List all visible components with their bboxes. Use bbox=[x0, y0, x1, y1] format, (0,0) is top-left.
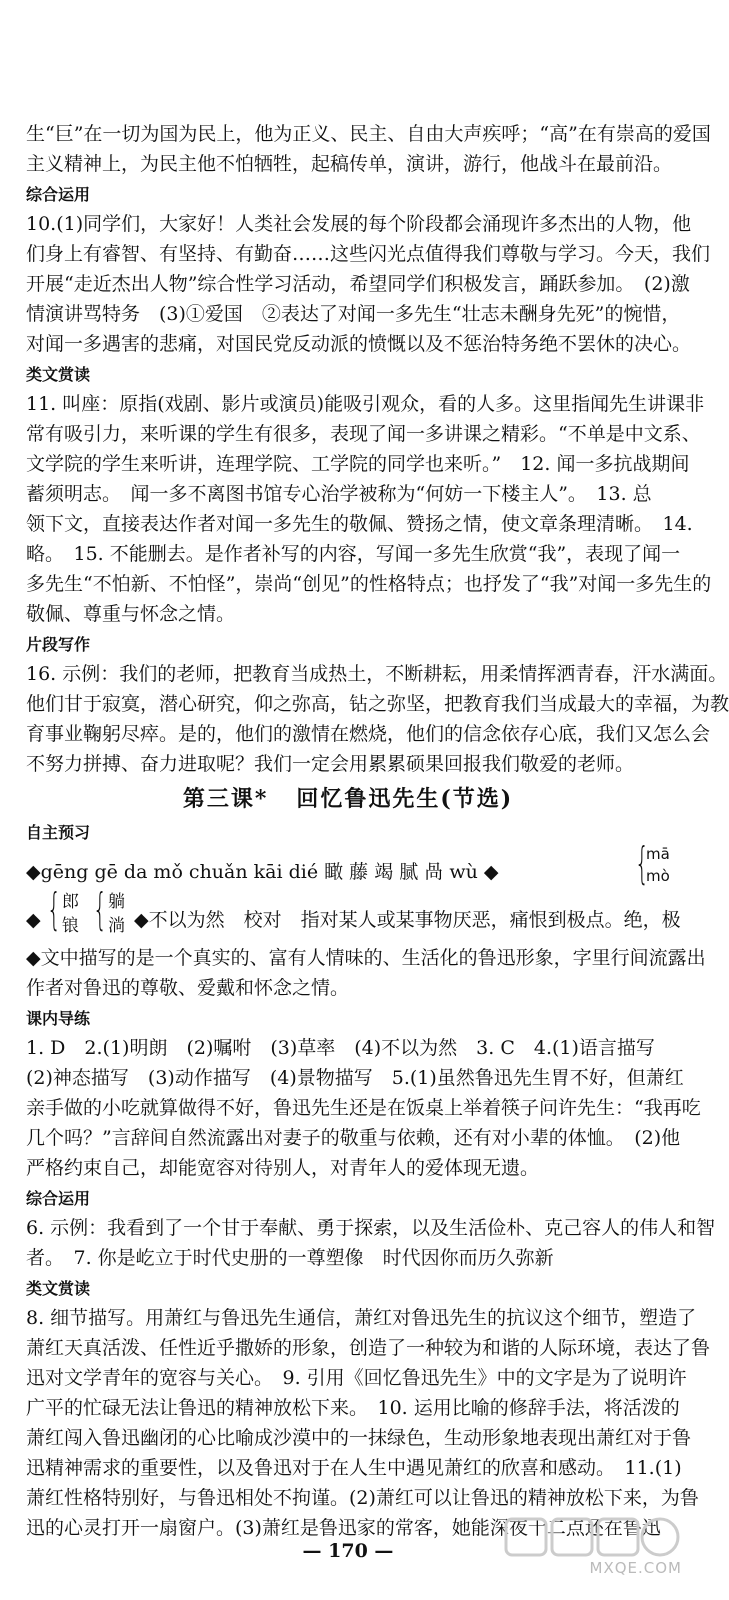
section-heading: 类文赏读 bbox=[26, 1279, 91, 1298]
text-line: 8. 细节描写。用萧红与鲁迅先生通信，萧红对鲁迅先生的抗议这个细节，塑造了 bbox=[26, 1307, 697, 1329]
text-line: 文学院的学生来听讲，连理学院、工学院的同学也来听。” 12. 闻一多抗战期间 bbox=[26, 453, 690, 475]
word-option: 郎 bbox=[62, 892, 79, 912]
watermark-logo bbox=[502, 1515, 682, 1577]
text-line: 10.(1)同学们，大家好！人类社会发展的每个阶段都会涌现许多杰出的人物，他 bbox=[26, 213, 692, 235]
text-line: 常有吸引力，来听课的学生有很多，表现了闻一多讲课之精彩。“不单是中文系、 bbox=[26, 423, 701, 445]
text-line: 萧红天真活泼、任性近乎撒娇的形象，创造了一种较为和谐的人际环境，表达了鲁 bbox=[26, 1337, 711, 1359]
word-option: 锒 bbox=[62, 916, 79, 936]
pinyin-option: mā bbox=[646, 845, 670, 863]
text-line: 1. D 2.(1)明朗 (2)嘱咐 (3)草率 (4)不以为然 3. C 4.(1)语言描写 bbox=[26, 1037, 655, 1059]
brace-glyph: { bbox=[635, 838, 649, 889]
lesson-name: 回忆鲁迅先生(节选) bbox=[296, 786, 514, 812]
text-line: 亲手做的小吃就算做得不好，鲁迅先生还是在饭桌上举着筷子问许先生：“我再吃 bbox=[26, 1097, 701, 1119]
word-option: 躺 bbox=[108, 892, 125, 912]
text-line: 16. 示例：我们的老师，把教育当成热土，不断耕耘，用柔情挥洒青春，汗水满面。 bbox=[26, 663, 728, 685]
section-heading: 综合运用 bbox=[26, 185, 91, 204]
pinyin-option: mò bbox=[646, 867, 670, 885]
text-line: 育事业鞠躬尽瘁。是的，他们的激情在燃烧，他们的信念依存心底，我们又怎么会 bbox=[26, 723, 711, 745]
text-line: 迅对文学青年的宽容与关心。 9. 引用《回忆鲁迅先生》中的文字是为了说明许 bbox=[26, 1367, 687, 1389]
text-line: 略。 15. 不能删去。是作者补写的内容，写闻一多先生欣赏“我”，表现了闻一 bbox=[26, 543, 681, 565]
pinyin-line: ◆gēng gē da mǒ chuǎn kāi dié 瞰 藤 竭 腻 咼 wù ◆ bbox=[26, 861, 499, 883]
lesson-number: 第三课* bbox=[182, 786, 269, 812]
text-line: 开展“走近杰出人物”综合性学习活动，希望同学们积极发言，踊跃参加。 (2)激 bbox=[26, 273, 690, 295]
text-line: 蓄须明志。 闻一多不离图书馆专心治学被称为“何妨一下楼主人”。 13. 总 bbox=[26, 483, 652, 505]
text-line: 萧红性格特别好，与鲁迅相处不拘谨。(2)萧红可以让鲁迅的精神放松下来，为鲁 bbox=[26, 1487, 699, 1509]
text-line: 作者对鲁迅的尊敬、爱戴和怀念之情。 bbox=[26, 977, 350, 999]
section-heading: 自主预习 bbox=[26, 823, 91, 842]
text-line: 敬佩、尊重与怀念之情。 bbox=[26, 603, 236, 625]
text-line: 不努力拼搏、奋力进取呢？我们一定会用累累硕果回报我们敬爱的老师。 bbox=[26, 753, 635, 775]
text-line: 6. 示例：我看到了一个甘于奉献、勇于探索，以及生活俭朴、克己容人的伟人和智 bbox=[26, 1217, 716, 1239]
text-line: 广平的忙碌无法让鲁迅的精神放松下来。 10. 运用比喻的修辞手法，将活泼的 bbox=[26, 1397, 680, 1419]
brace-glyph: { bbox=[93, 884, 107, 935]
text-line: 主义精神上，为民主他不怕牺牲，起稿传单，演讲，游行，他战斗在最前沿。 bbox=[26, 153, 673, 175]
text-line: 者。 7. 你是屹立于时代史册的一尊塑像 时代因你而历久弥新 bbox=[26, 1247, 554, 1269]
word-option: 淌 bbox=[108, 916, 125, 936]
page-number: — 170 — bbox=[302, 1540, 394, 1562]
text-line: 生“巨”在一切为国为民上，他为正义、民主、自由大声疾呼；“高”在有崇高的爱国 bbox=[26, 123, 711, 145]
watermark-text: MXQE.COM bbox=[589, 1559, 682, 1577]
text-line: 他们甘于寂寞，潜心研究，仰之弥高，钻之弥坚，把教育我们当成最大的幸福，为教 bbox=[26, 693, 729, 715]
text-line: 11. 叫座：原指(戏剧、影片或演员)能吸引观众，看的人多。这里指闻先生讲课非 bbox=[26, 393, 705, 415]
section-heading: 类文赏读 bbox=[26, 365, 91, 384]
section-heading: 课内导练 bbox=[26, 1009, 91, 1028]
text-line: ◆不以为然 校对 指对某人或某事物厌恶，痛恨到极点。绝，极 bbox=[134, 909, 681, 931]
text-line: 多先生“不怕新、不怕怪”，崇尚“创见”的性格特点；也抒发了“我”对闻一多先生的 bbox=[26, 573, 712, 595]
text-line: 迅精神需求的重要性，以及鲁迅对于在人生中遇见萧红的欣喜和感动。 11.(1) bbox=[26, 1457, 682, 1479]
text-line: (2)神态描写 (3)动作描写 (4)景物描写 5.(1)虽然鲁迅先生胃不好，但萧红 bbox=[26, 1067, 684, 1089]
text-line: 领下文，直接表达作者对闻一多先生的敬佩、赞扬之情，使文章条理清晰。 14. bbox=[26, 513, 693, 535]
brace-glyph: { bbox=[47, 884, 61, 935]
text-line: 严格约束自己，却能宽容对待别人，对青年人的爱体现无遗。 bbox=[26, 1157, 540, 1179]
text-line: 迅的心灵打开一扇窗户。(3)萧红是鲁迅家的常客，她能深夜十二点还在鲁迅 bbox=[26, 1517, 661, 1539]
section-heading: 综合运用 bbox=[26, 1189, 91, 1208]
text-line: 萧红闯入鲁迅幽闭的心比喻成沙漠中的一抹绿色，生动形象地表现出萧红对于鲁 bbox=[26, 1427, 692, 1449]
text-line: 几个吗？”言辞间自然流露出对妻子的敬重与依赖，还有对小辈的体恤。 (2)他 bbox=[26, 1127, 681, 1149]
bullet: ◆ bbox=[26, 909, 41, 931]
text-line: 们身上有睿智、有坚持、有勤奋……这些闪光点值得我们尊敬与学习。今天，我们 bbox=[26, 243, 711, 265]
text-line: 情演讲骂特务 (3)①爱国 ②表达了对闻一多先生“壮志未酬身先死”的惋惜， bbox=[26, 303, 681, 325]
text-line: 对闻一多遇害的悲痛，对国民党反动派的愤慨以及不惩治特务绝不罢休的决心。 bbox=[26, 333, 692, 355]
section-heading: 片段写作 bbox=[26, 635, 91, 654]
lesson-title bbox=[0, 784, 696, 814]
text-line: ◆文中描写的是一个真实的、富有人情味的、生活化的鲁迅形象，字里行间流露出 bbox=[26, 947, 706, 969]
